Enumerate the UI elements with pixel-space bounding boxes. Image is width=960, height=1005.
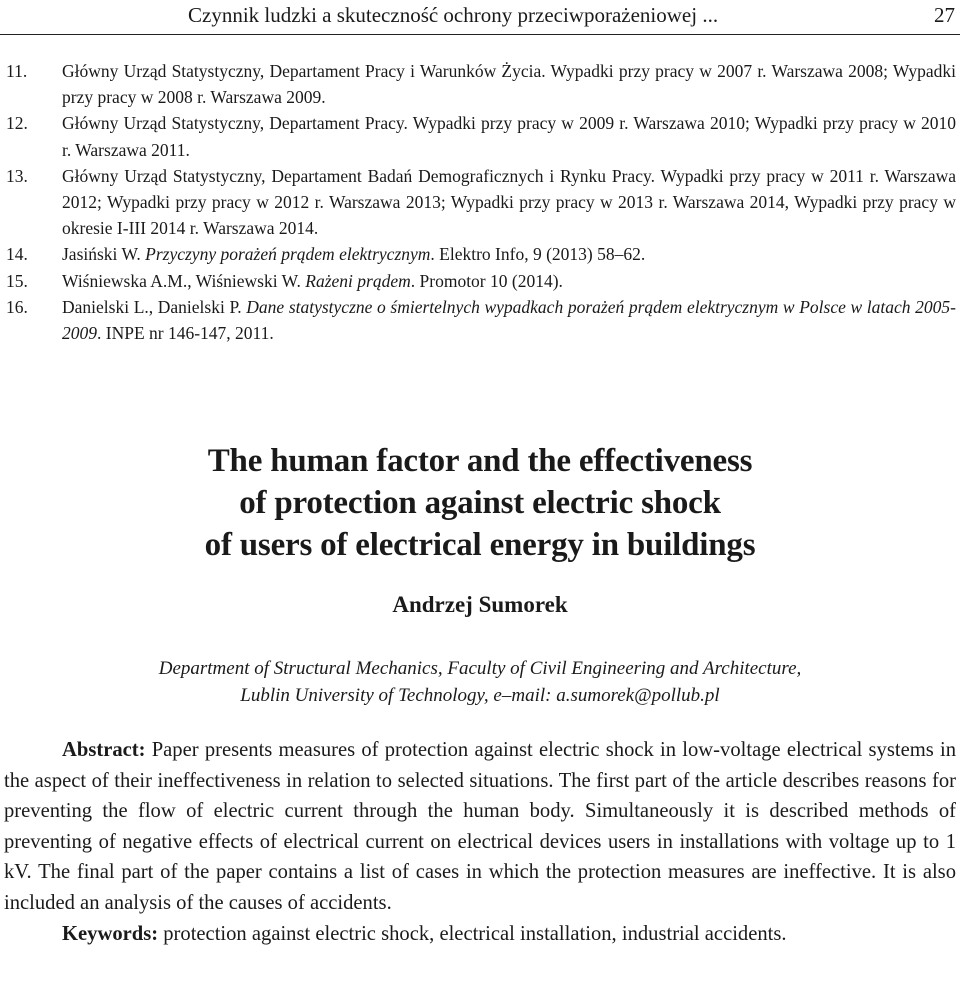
title-line: of users of electrical energy in buildings <box>204 527 756 563</box>
paper-title <box>0 440 960 566</box>
running-title: Czynnik ludzki a skuteczność ochrony przeciwporażeniowej ... <box>188 3 719 27</box>
reference-title: Dane statystyczne o śmiertelnych wypadkach porażeń prądem elektrycznym w Polsce w latach 2005-2009 <box>62 296 956 344</box>
reference-author: Jasiński W. <box>62 244 146 265</box>
running-header <box>0 0 960 35</box>
abstract-text: Paper presents measures of protection against electric shock in low-voltage electrical systems in the aspect of their ineffectiveness in relation to selected situations. The first part of the article describes reasons for preventing the flow of electric current through the human body. Simultaneously it is described methods of preventing of negative effects of electrical current on electrical devices users in installations with voltage up to 1 kV. The final part of the paper contains a list of cases in which the protection measures are ineffective. It is also included an analysis of the causes of accidents. <box>4 739 956 914</box>
abstract-label: Abstract: <box>62 739 146 761</box>
affiliation-line: Department of Structural Mechanics, Faculty of Civil Engineering and Architecture, <box>158 658 802 679</box>
reference-source: . Promotor 10 (2014). <box>410 270 563 291</box>
reference-title: Rażeni prądem <box>305 270 411 291</box>
reference-item <box>6 163 956 242</box>
title-line: of protection against electric shock <box>239 485 721 521</box>
reference-item <box>6 110 956 162</box>
reference-text <box>62 58 956 110</box>
reference-item <box>6 294 956 346</box>
reference-number: 14. <box>6 244 28 265</box>
keywords-label: Keywords: <box>62 922 159 945</box>
reference-item <box>6 58 956 110</box>
reference-text <box>62 110 956 162</box>
reference-author: Danielski L., Danielski P. <box>62 296 247 317</box>
reference-text <box>62 241 956 267</box>
reference-text <box>62 294 956 346</box>
affiliation <box>0 655 960 709</box>
affiliation-line: Lublin University of Technology, e–mail: a.sumorek@pollub.pl <box>240 685 720 706</box>
abstract-section <box>4 735 956 949</box>
reference-text-part: Główny Urząd Statystyczny, Departament Pracy. Wypadki przy pracy w 2009 r. Warszawa 2010; Wypadki przy pracy w 2010 r. Warszawa 2011. <box>62 113 956 160</box>
keywords-paragraph <box>4 919 956 950</box>
reference-number: 13. <box>6 165 28 186</box>
reference-text-part: Główny Urząd Statystyczny, Departament Pracy i Warunków Życia. Wypadki przy pracy w 2007 r. Warszawa 2008; Wypadki przy pracy w 2008 r. Warszawa 2009. <box>62 61 956 108</box>
page-number: 27 <box>934 3 955 27</box>
reference-source: . Elektro Info, 9 (2013) 58–62. <box>430 244 646 265</box>
reference-number: 15. <box>6 270 28 291</box>
reference-text <box>62 163 956 242</box>
reference-number: 16. <box>6 296 28 317</box>
reference-text <box>62 268 956 294</box>
author-name: Andrzej Sumorek <box>392 592 568 617</box>
reference-item <box>6 241 956 267</box>
reference-list <box>6 58 956 346</box>
reference-number: 12. <box>6 113 28 134</box>
abstract-paragraph <box>4 735 956 919</box>
reference-title: Przyczyny porażeń prądem elektrycznym <box>145 244 431 265</box>
reference-author: Wiśniewska A.M., Wiśniewski W. <box>62 270 306 291</box>
reference-item <box>6 268 956 294</box>
keywords-text: protection against electric shock, electrical installation, industrial accidents. <box>158 922 787 945</box>
reference-text-part: Główny Urząd Statystyczny, Departament Badań Demograficznych i Rynku Pracy. Wypadki przy pracy w 2011 r. Warszawa 2012; Wypadki przy pracy w 2012 r. Warszawa 2013; Wypadki przy pracy w 2013 r. Warszawa 2014, Wypadki przy pracy w okresie I-III 2014 r. Warszawa 2014. <box>62 165 956 239</box>
reference-source: . INPE nr 146-147, 2011. <box>97 323 274 344</box>
reference-number: 11. <box>6 61 28 81</box>
title-line: The human factor and the effectiveness <box>207 443 753 479</box>
